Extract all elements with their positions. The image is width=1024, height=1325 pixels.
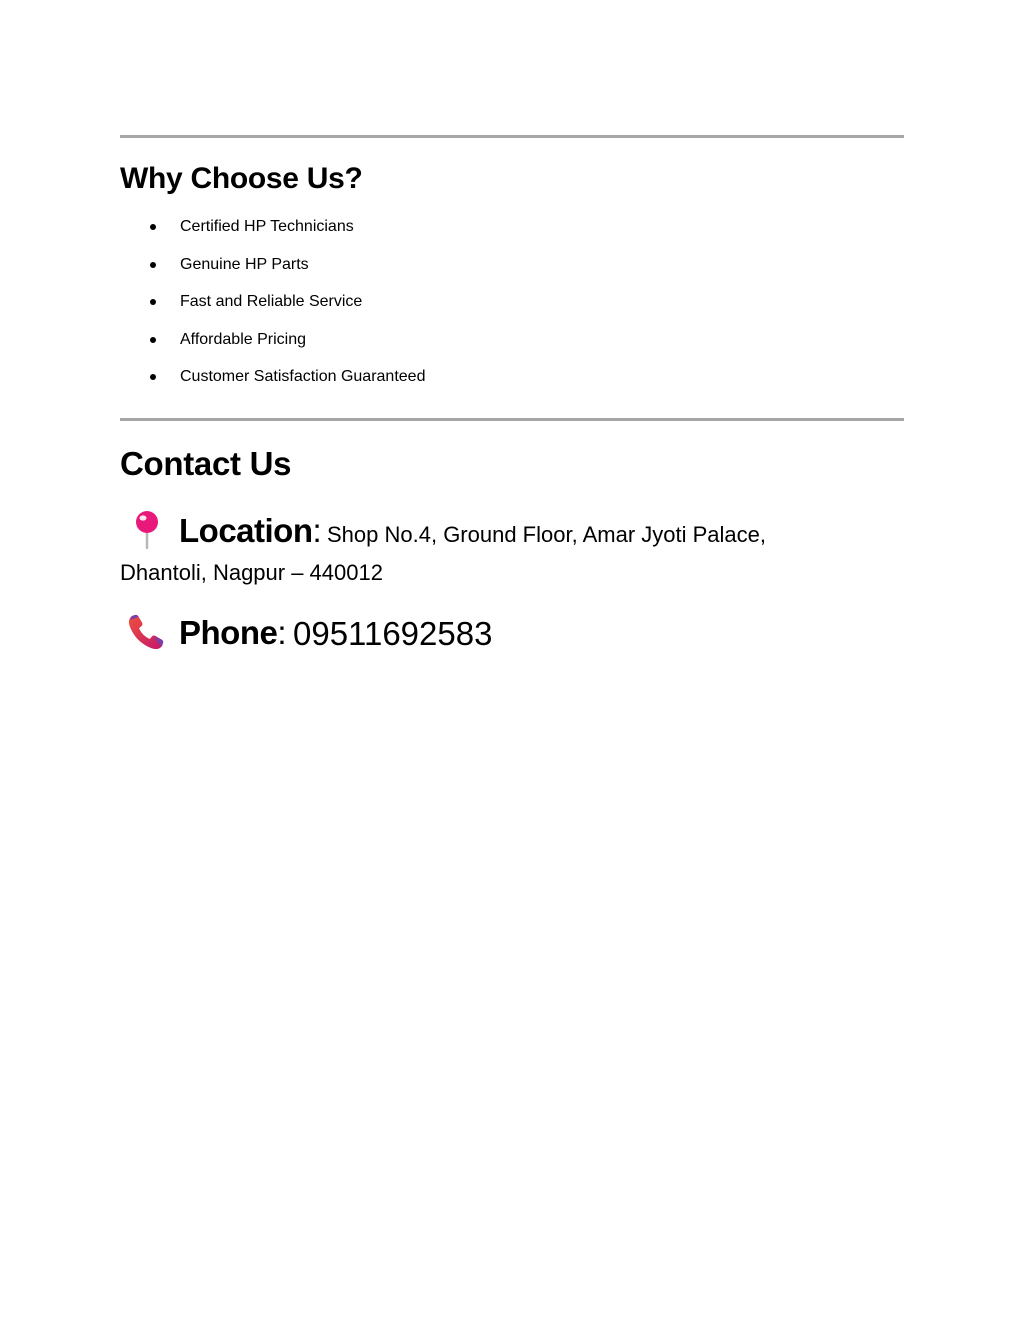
why-choose-us-heading: Why Choose Us? <box>120 162 363 195</box>
pushpin-icon <box>130 510 162 550</box>
horizontal-rule <box>120 135 904 138</box>
contact-us-heading: Contact Us <box>120 445 292 482</box>
bullet-icon <box>150 262 156 268</box>
location-label: Location: <box>179 512 322 549</box>
telephone-receiver-icon <box>126 612 166 652</box>
list-item: Fast and Reliable Service <box>120 287 425 325</box>
list-item: Customer Satisfaction Guaranteed <box>120 362 425 400</box>
bullet-icon <box>150 299 156 305</box>
horizontal-rule <box>120 418 904 421</box>
location-address-line-1: Shop No.4, Ground Floor, Amar Jyoti Palace, <box>327 522 767 547</box>
list-item: Certified HP Technicians <box>120 212 425 250</box>
list-item: Genuine HP Parts <box>120 250 425 288</box>
phone-label: Phone: <box>179 614 287 651</box>
bullet-icon <box>150 224 156 230</box>
location-address-line-2: Dhantoli, Nagpur – 440012 <box>120 560 383 585</box>
list-item: Affordable Pricing <box>120 325 425 363</box>
bullet-icon <box>150 337 156 343</box>
phone-number: 09511692583 <box>293 615 493 652</box>
features-list <box>120 212 425 400</box>
bullet-icon <box>150 374 156 380</box>
